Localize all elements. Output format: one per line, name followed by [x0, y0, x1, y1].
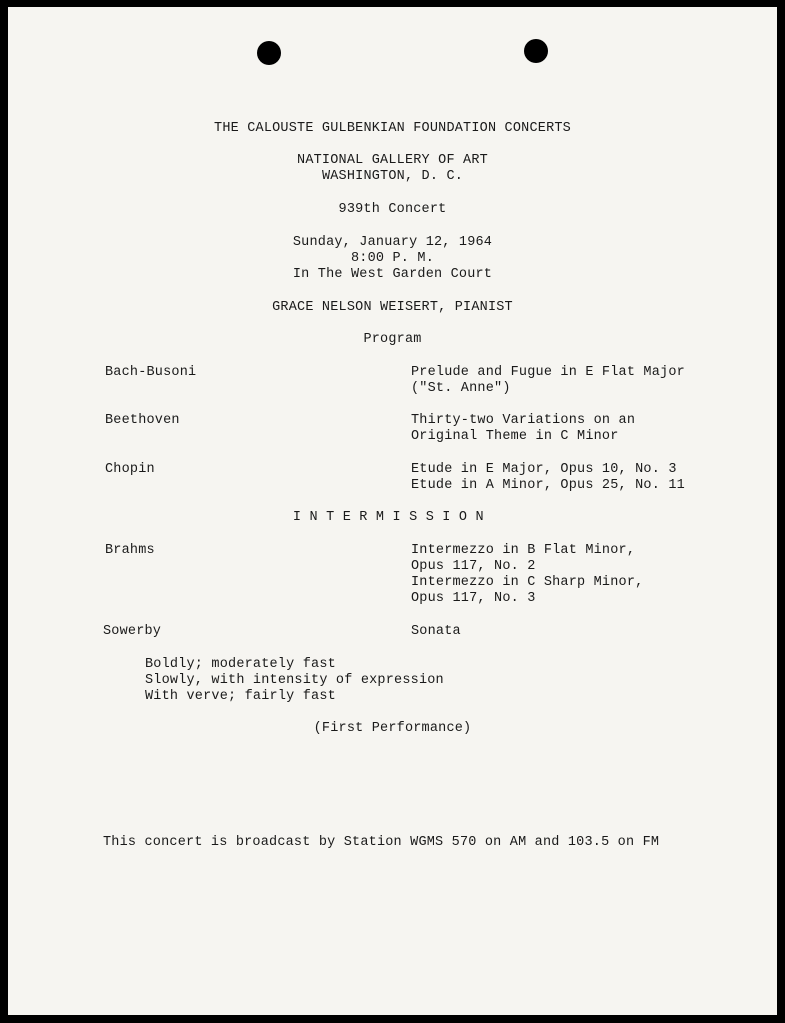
- concert-date: Sunday, January 12, 1964: [292, 235, 493, 250]
- institution-name: NATIONAL GALLERY OF ART: [297, 153, 488, 168]
- work-title: Intermezzo in C Sharp Minor,: [411, 575, 644, 590]
- performer: GRACE NELSON WEISERT, PIANIST: [272, 300, 513, 315]
- intermission-label: INTERMISSION: [292, 510, 493, 525]
- movement: Boldly; moderately fast: [145, 657, 336, 672]
- work-title: Prelude and Fugue in E Flat Major: [411, 365, 685, 380]
- concert-number: 939th Concert: [338, 202, 447, 217]
- work-title: Sonata: [411, 624, 461, 639]
- concert-venue: In The West Garden Court: [292, 267, 493, 282]
- series-title: THE CALOUSTE GULBENKIAN FOUNDATION CONCERTS: [214, 121, 571, 136]
- program-page: [8, 7, 777, 1015]
- composer-name: Beethoven: [105, 413, 180, 428]
- movement: With verve; fairly fast: [145, 689, 336, 704]
- movement: Slowly, with intensity of expression: [145, 673, 444, 688]
- first-performance-note: (First Performance): [313, 721, 472, 736]
- composer-name: Chopin: [105, 462, 155, 477]
- punch-hole-right: [524, 39, 548, 63]
- work-title: Etude in A Minor, Opus 25, No. 11: [411, 478, 685, 493]
- composer-name: Brahms: [105, 543, 155, 558]
- program-heading: Program: [363, 332, 422, 347]
- punch-hole-left: [257, 41, 281, 65]
- work-title: Intermezzo in B Flat Minor,: [411, 543, 636, 558]
- work-title: Opus 117, No. 3: [411, 591, 536, 606]
- institution-city: WASHINGTON, D. C.: [321, 169, 464, 184]
- composer-name: Sowerby: [103, 624, 162, 639]
- composer-name: Bach-Busoni: [105, 365, 197, 380]
- work-title: Opus 117, No. 2: [411, 559, 536, 574]
- work-title: Original Theme in C Minor: [411, 429, 619, 444]
- concert-time: 8:00 P. M.: [350, 251, 434, 266]
- work-title: Thirty-two Variations on an: [411, 413, 636, 428]
- broadcast-note: This concert is broadcast by Station WGMS 570 on AM and 103.5 on FM: [103, 835, 660, 850]
- work-title: ("St. Anne"): [411, 381, 511, 396]
- work-title: Etude in E Major, Opus 10, No. 3: [411, 462, 677, 477]
